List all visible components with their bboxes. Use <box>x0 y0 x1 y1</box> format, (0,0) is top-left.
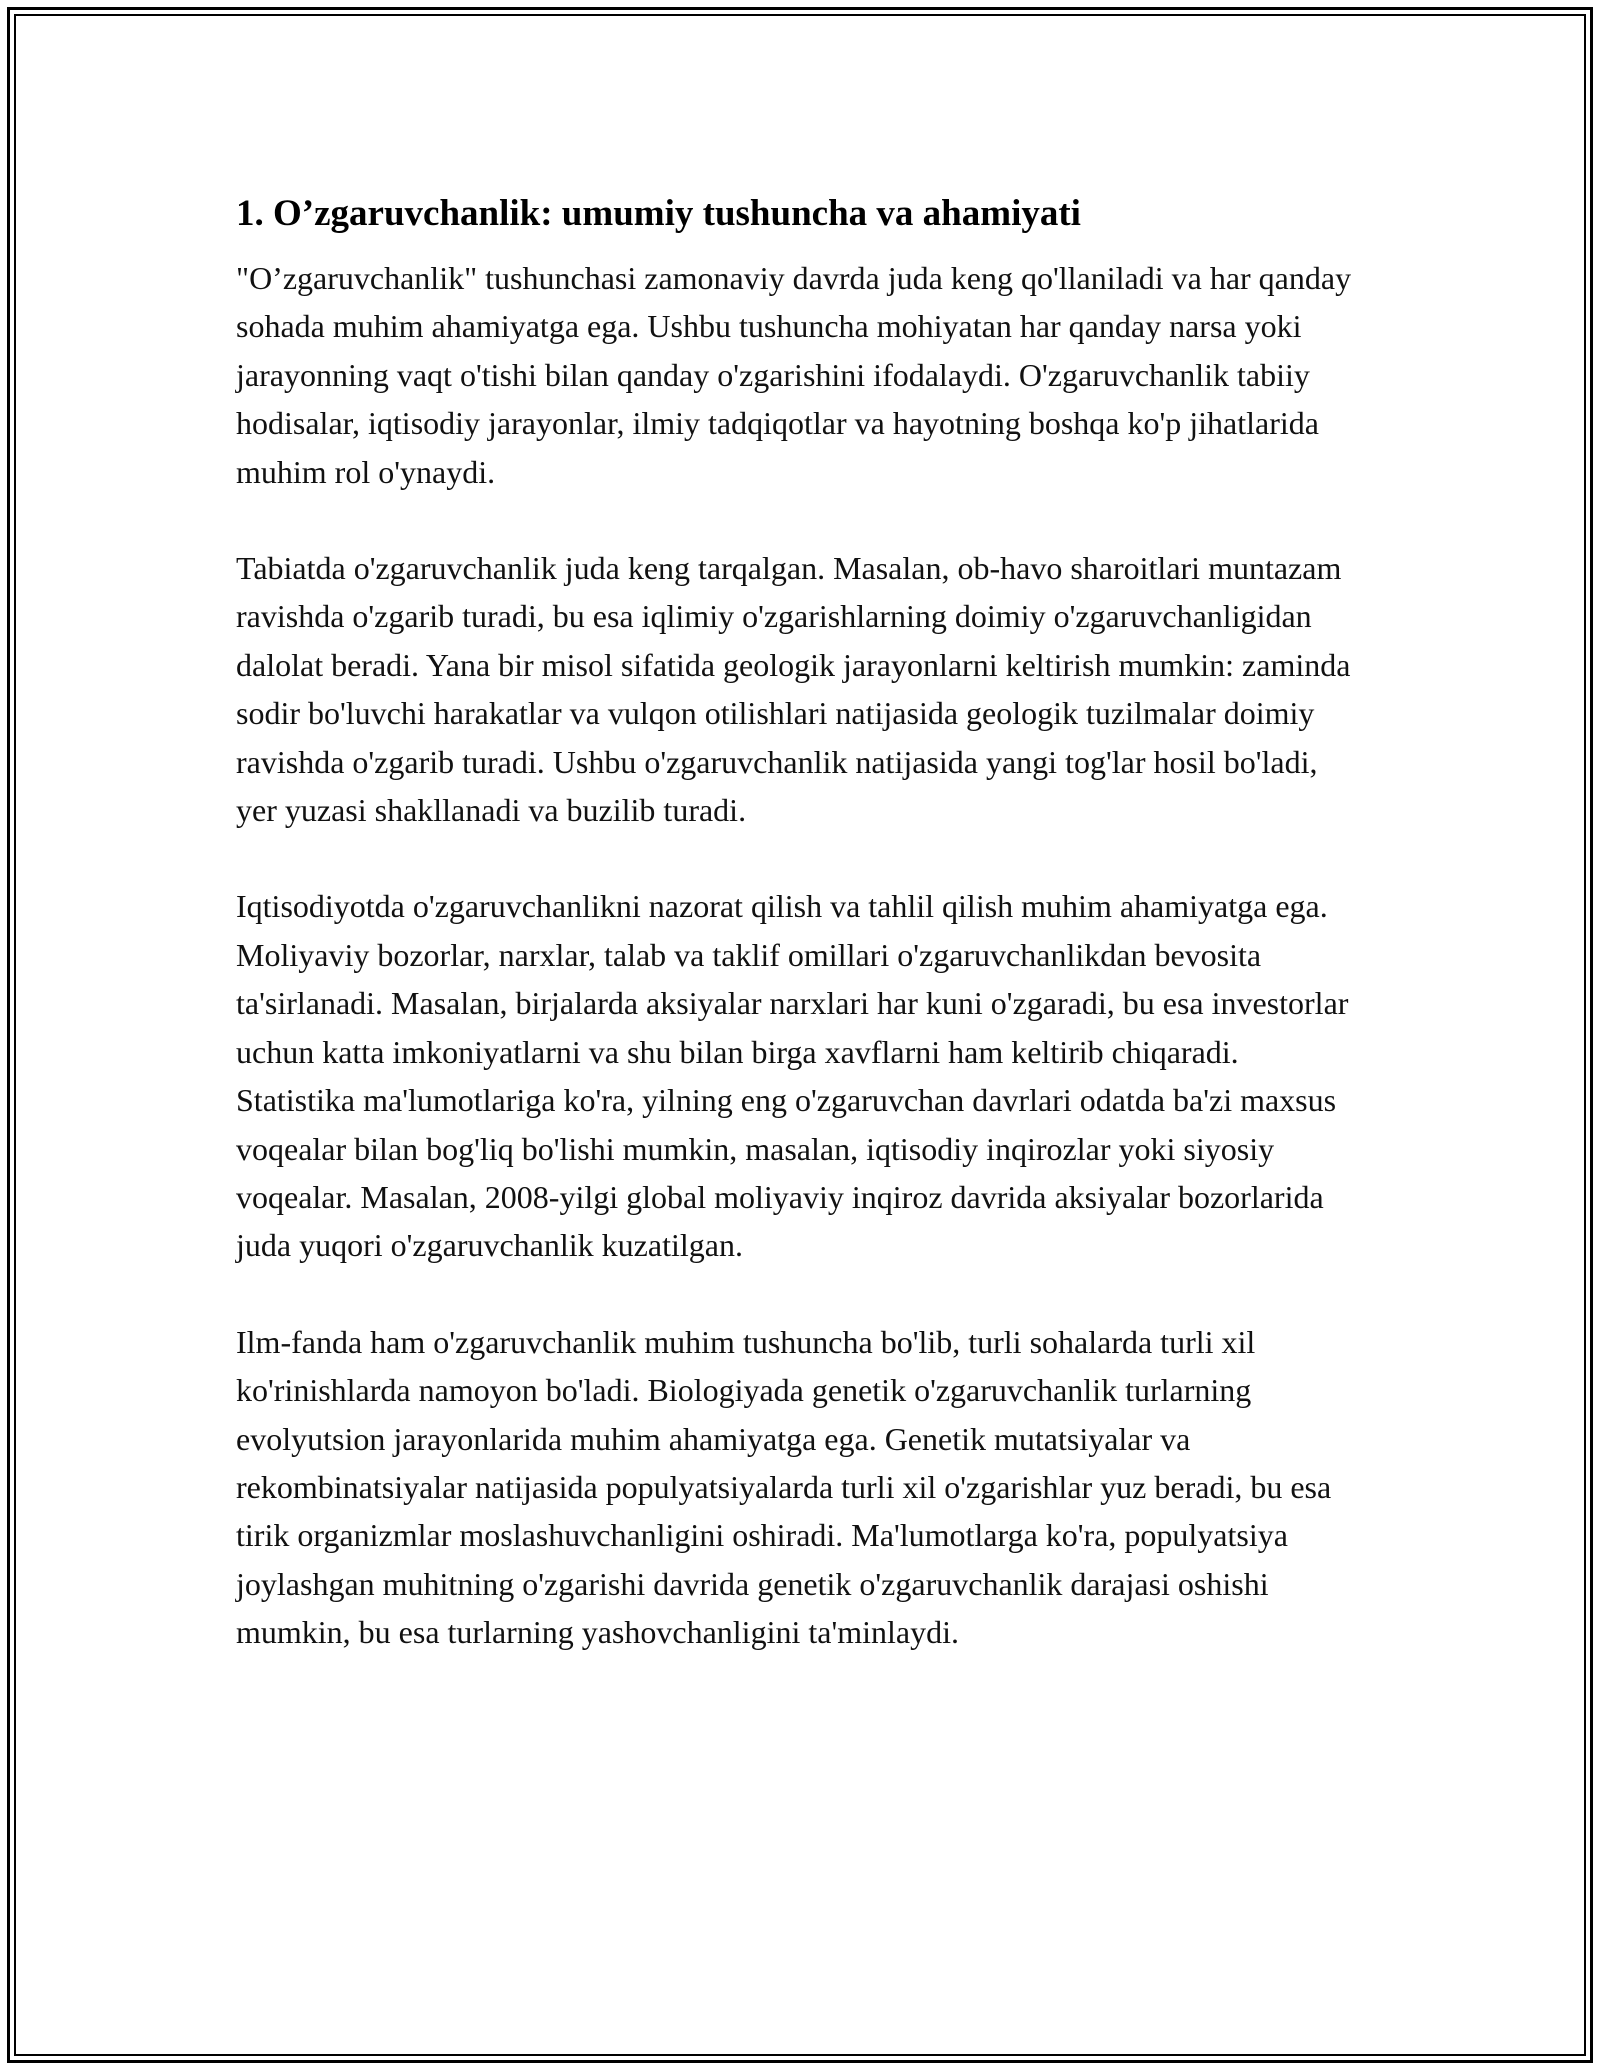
document-body <box>236 182 1356 1657</box>
paragraph-science: Ilm-fanda ham o'zgaruvchanlik muhim tushuncha bo'lib, turli sohalarda turli xil ko'rinishlarda namoyon bo'ladi. Biologiyada genetik o'zgaruvchanlik turlarning evolyutsion jarayonlarida muhim ahamiyatga ega. Genetik mutatsiyalar va rekombinatsiyalar natijasida populyatsiyalarda turli xil o'zgarishlar yuz beradi, bu esa tirik organizmlar moslashuvchanligini oshiradi. Ma'lumotlarga ko'ra, populyatsiya joylashgan muhitning o'zgarishi davrida genetik o'zgaruvchanlik darajasi oshishi mumkin, bu esa turlarning yashovchanligini ta'minlaydi. <box>236 1323 1332 1651</box>
paragraph-intro: "O’zgaruvchanlik" tushunchasi zamonaviy davrda juda keng qo'llaniladi va har qanday sohada muhim ahamiyatga ega. Ushbu tushuncha mohiyatan har qanday narsa yoki jarayonning vaqt o'tishi bilan qanday o'zgarishini ifodalaydi. O'zgaruvchanlik tabiiy hodisalar, iqtisodiy jarayonlar, ilmiy tadqiqotlar va hayotning boshqa ko'p jihatlarida muhim rol o'ynaydi. <box>236 260 1352 490</box>
paragraph-nature: Tabiatda o'zgaruvchanlik juda keng tarqalgan. Masalan, ob-havo sharoitlari muntazam ravishda o'zgarib turadi, bu esa iqlimiy o'zgarishlarning doimiy o'zgaruvchanligidan dalolat beradi. Yana bir misol sifatida geologik jarayonlarni keltirish mumkin: zaminda sodir bo'luvchi harakatlar va vulqon otilishlari natijasida geologik tuzilmalar doimiy ravishda o'zgarib turadi. Ushbu o'zgaruvchanlik natijasida yangi tog'lar hosil bo'ladi, yer yuzasi shakllanadi va buzilib turadi. <box>236 550 1351 829</box>
paragraph-economy: Iqtisodiyotda o'zgaruvchanlikni nazorat qilish va tahlil qilish muhim ahamiyatga ega. Moliyaviy bozorlar, narxlar, talab va taklif omillari o'zgaruvchanlikdan bevosita ta'sirlanadi. Masalan, birjalarda aksiyalar narxlari har kuni o'zgaradi, bu esa investorlar uchun katta imkoniyatlarni va shu bilan birga xavflarni ham keltirib chiqaradi. Statistika ma'lumotlariga ko'ra, yilning eng o'zgaruvchan davrlari odatda ba'zi maxsus voqealar bilan bog'liq bo'lishi mumkin, masalan, iqtisodiy inqirozlar yoki siyosiy voqealar. Masalan, 2008-yilgi global moliyaviy inqiroz davrida aksiyalar bozorlarida juda yuqori o'zgaruvchanlik kuzatilgan. <box>236 888 1349 1264</box>
section-heading: 1. O’zgaruvchanlik: umumiy tushuncha va ahamiyati <box>236 193 1081 234</box>
